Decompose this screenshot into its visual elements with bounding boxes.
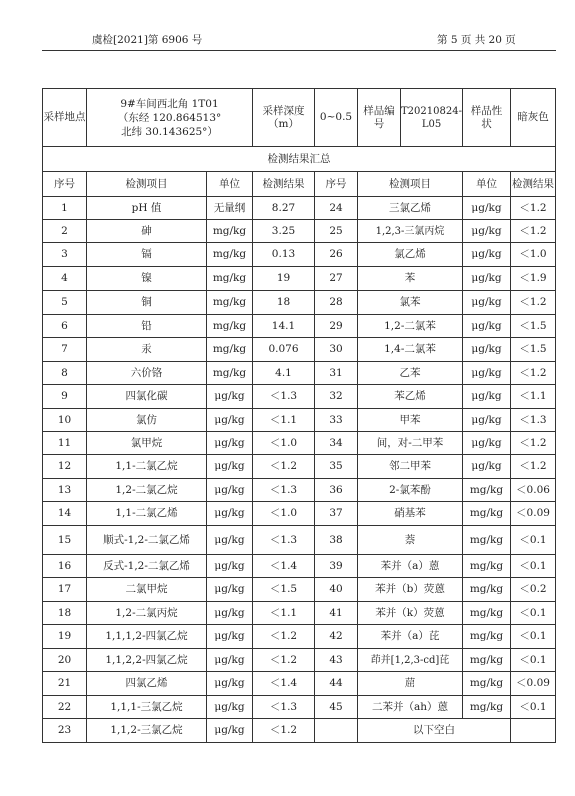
site-line: 9#车间西北角 1T01 xyxy=(120,97,219,110)
row-number: 6 xyxy=(43,315,87,338)
result: ＜1.3 xyxy=(253,696,315,719)
result: ＜1.5 xyxy=(253,578,315,602)
table-row xyxy=(43,220,556,243)
unit: μg/kg xyxy=(207,602,253,625)
result: ＜1.0 xyxy=(253,432,315,455)
result: ＜1.3 xyxy=(253,526,315,555)
unit: μg/kg xyxy=(207,385,253,409)
row-number: 8 xyxy=(43,362,87,385)
test-item: 1,1,2-三氯乙烷 xyxy=(87,719,207,743)
sample-info-row xyxy=(43,89,556,147)
depth-label: 采样深度（m） xyxy=(253,89,315,147)
table-row xyxy=(43,602,556,625)
column-header: 序号 xyxy=(43,172,87,197)
result: ＜1.2 xyxy=(511,197,556,220)
table-row xyxy=(43,719,556,743)
unit: mg/kg xyxy=(207,267,253,291)
result: 3.25 xyxy=(253,220,315,243)
unit: mg/kg xyxy=(463,696,511,719)
unit: μg/kg xyxy=(207,432,253,455)
table-row xyxy=(43,625,556,649)
test-item: 氯甲烷 xyxy=(87,432,207,455)
unit: mg/kg xyxy=(207,291,253,315)
test-item: 氯仿 xyxy=(87,409,207,432)
result: ＜0.1 xyxy=(511,526,556,555)
unit: μg/kg xyxy=(207,649,253,672)
result: ＜1.1 xyxy=(511,385,556,409)
test-item: 间，对-二甲苯 xyxy=(358,432,463,455)
row-number: 13 xyxy=(43,479,87,502)
unit: mg/kg xyxy=(463,672,511,696)
row-number: 4 xyxy=(43,267,87,291)
test-item: 氯苯 xyxy=(358,291,463,315)
result: 4.1 xyxy=(253,362,315,385)
unit: mg/kg xyxy=(463,625,511,649)
unit: μg/kg xyxy=(207,455,253,479)
test-item: 二苯并（ah）蒽 xyxy=(358,696,463,719)
table-row xyxy=(43,526,556,555)
table-row xyxy=(43,315,556,338)
table-row xyxy=(43,197,556,220)
result: ＜1.5 xyxy=(511,338,556,362)
result: ＜0.09 xyxy=(511,502,556,526)
result: ＜0.1 xyxy=(511,555,556,578)
test-item: 四氯化碳 xyxy=(87,385,207,409)
results-table xyxy=(42,88,556,743)
unit: μg/kg xyxy=(463,432,511,455)
test-item: 1,1,2,2-四氯乙烷 xyxy=(87,649,207,672)
test-item: 1,1,1-三氯乙烷 xyxy=(87,696,207,719)
unit: mg/kg xyxy=(207,338,253,362)
summary-title: 检测结果汇总 xyxy=(43,147,556,172)
unit: μg/kg xyxy=(463,220,511,243)
row-number: 7 xyxy=(43,338,87,362)
site-label: 采样地点 xyxy=(43,89,87,147)
result: 18 xyxy=(253,291,315,315)
result: 0.13 xyxy=(253,243,315,267)
unit: μg/kg xyxy=(207,526,253,555)
test-item: 汞 xyxy=(87,338,207,362)
result: 19 xyxy=(253,267,315,291)
result: ＜0.2 xyxy=(511,578,556,602)
column-header-row xyxy=(43,172,556,197)
test-item: 氯乙烯 xyxy=(358,243,463,267)
row-number: 41 xyxy=(315,602,358,625)
test-item: 顺式-1,2-二氯乙烯 xyxy=(87,526,207,555)
table-row xyxy=(43,696,556,719)
page-info: 第 5 页 共 20 页 xyxy=(437,34,516,46)
result: ＜1.5 xyxy=(511,315,556,338)
row-number: 25 xyxy=(315,220,358,243)
table-row xyxy=(43,385,556,409)
table-row xyxy=(43,578,556,602)
result: ＜1.2 xyxy=(253,625,315,649)
result: ＜0.1 xyxy=(511,625,556,649)
result: ＜1.3 xyxy=(253,385,315,409)
test-item: 反式-1,2-二氯乙烯 xyxy=(87,555,207,578)
sample-number-label: 样品编号 xyxy=(358,89,401,146)
test-item: 硝基苯 xyxy=(358,502,463,526)
result: ＜1.9 xyxy=(511,267,556,291)
result: ＜1.4 xyxy=(253,672,315,696)
test-item: pH 值 xyxy=(87,197,207,220)
unit: μg/kg xyxy=(207,672,253,696)
table-row xyxy=(43,455,556,479)
test-item: 䓛 xyxy=(358,672,463,696)
site-line: 北纬 30.143625°） xyxy=(121,125,218,138)
result: 8.27 xyxy=(253,197,315,220)
test-item: 苯乙烯 xyxy=(358,385,463,409)
row-number: 32 xyxy=(315,385,358,409)
test-item: 二氯甲烷 xyxy=(87,578,207,602)
test-item: 苯 xyxy=(358,267,463,291)
test-item: 镍 xyxy=(87,267,207,291)
header-divider xyxy=(42,50,556,51)
test-item: 苯并（k）荧蒽 xyxy=(358,602,463,625)
row-number: 10 xyxy=(43,409,87,432)
result: ＜1.1 xyxy=(253,409,315,432)
row-number: 24 xyxy=(315,197,358,220)
result: ＜1.1 xyxy=(253,602,315,625)
test-item: 铅 xyxy=(87,315,207,338)
row-number: 2 xyxy=(43,220,87,243)
summary-title-row xyxy=(43,147,556,172)
sample-number: T20210824-L05 xyxy=(401,105,462,130)
column-header: 单位 xyxy=(207,172,253,197)
column-header: 检测结果 xyxy=(253,172,315,197)
unit: μg/kg xyxy=(463,267,511,291)
result: ＜1.4 xyxy=(253,555,315,578)
result: ＜1.2 xyxy=(253,649,315,672)
result: ＜0.06 xyxy=(511,479,556,502)
unit: μg/kg xyxy=(463,197,511,220)
column-header: 检测项目 xyxy=(358,172,463,197)
row-number: 26 xyxy=(315,243,358,267)
unit: 无量纲 xyxy=(207,197,253,220)
unit: μg/kg xyxy=(463,385,511,409)
nature-label: 样品性状 xyxy=(463,89,511,147)
row-number: 45 xyxy=(315,696,358,719)
row-number: 28 xyxy=(315,291,358,315)
table-row xyxy=(43,432,556,455)
table-row xyxy=(43,502,556,526)
row-number: 33 xyxy=(315,409,358,432)
unit: mg/kg xyxy=(207,362,253,385)
unit: mg/kg xyxy=(463,479,511,502)
test-item: 四氯乙烯 xyxy=(87,672,207,696)
test-item: 1,1-二氯乙烯 xyxy=(87,502,207,526)
unit: μg/kg xyxy=(207,696,253,719)
unit: μg/kg xyxy=(463,291,511,315)
result: ＜0.1 xyxy=(511,649,556,672)
test-item: 邻二甲苯 xyxy=(358,455,463,479)
row-number: 23 xyxy=(43,719,87,743)
result: 14.1 xyxy=(253,315,315,338)
unit: mg/kg xyxy=(463,502,511,526)
row-number: 31 xyxy=(315,362,358,385)
table-row xyxy=(43,267,556,291)
row-number: 14 xyxy=(43,502,87,526)
site-line: （东经 120.864513° xyxy=(117,111,222,124)
unit: μg/kg xyxy=(463,455,511,479)
test-item: 2-氯苯酚 xyxy=(358,479,463,502)
row-number: 12 xyxy=(43,455,87,479)
result: ＜1.0 xyxy=(253,502,315,526)
unit: μg/kg xyxy=(207,555,253,578)
test-item: 苯并（a）芘 xyxy=(358,625,463,649)
document-number: 虞检[2021]第 6906 号 xyxy=(92,34,203,46)
unit: mg/kg xyxy=(463,578,511,602)
column-header: 序号 xyxy=(315,172,358,197)
unit: μg/kg xyxy=(207,625,253,649)
row-number: 36 xyxy=(315,479,358,502)
row-number: 37 xyxy=(315,502,358,526)
row-number: 20 xyxy=(43,649,87,672)
result: ＜1.3 xyxy=(253,479,315,502)
unit: mg/kg xyxy=(463,526,511,555)
result: ＜0.1 xyxy=(511,696,556,719)
row-number: 35 xyxy=(315,455,358,479)
row-number: 30 xyxy=(315,338,358,362)
test-item: 1,1-二氯乙烷 xyxy=(87,455,207,479)
test-item: 铜 xyxy=(87,291,207,315)
row-number: 11 xyxy=(43,432,87,455)
nature-value: 暗灰色 xyxy=(511,89,556,147)
row-number: 34 xyxy=(315,432,358,455)
result: ＜1.2 xyxy=(253,719,315,743)
table-row xyxy=(43,672,556,696)
row-number: 42 xyxy=(315,625,358,649)
row-number: 18 xyxy=(43,602,87,625)
row-number: 39 xyxy=(315,555,358,578)
test-item: 1,2-二氯乙烷 xyxy=(87,479,207,502)
row-number: 29 xyxy=(315,315,358,338)
table-row xyxy=(43,555,556,578)
test-item: 六价铬 xyxy=(87,362,207,385)
unit: mg/kg xyxy=(207,243,253,267)
empty-cell xyxy=(315,719,358,743)
test-item: 1,2-二氯丙烷 xyxy=(87,602,207,625)
unit: μg/kg xyxy=(207,502,253,526)
row-number: 9 xyxy=(43,385,87,409)
row-number: 40 xyxy=(315,578,358,602)
result: ＜0.09 xyxy=(511,672,556,696)
result: ＜1.3 xyxy=(511,409,556,432)
result: ＜1.2 xyxy=(511,291,556,315)
test-item: 乙苯 xyxy=(358,362,463,385)
test-item: 苯并（b）荧蒽 xyxy=(358,578,463,602)
sample-number-cell xyxy=(358,89,463,147)
unit: μg/kg xyxy=(463,338,511,362)
row-number: 5 xyxy=(43,291,87,315)
test-item: 镉 xyxy=(87,243,207,267)
unit: μg/kg xyxy=(463,243,511,267)
table-row xyxy=(43,649,556,672)
test-item: 茚并[1,2,3-cd]芘 xyxy=(358,649,463,672)
unit: μg/kg xyxy=(207,578,253,602)
row-number: 1 xyxy=(43,197,87,220)
row-number: 16 xyxy=(43,555,87,578)
row-number: 17 xyxy=(43,578,87,602)
result: ＜1.2 xyxy=(511,432,556,455)
test-item: 1,4-二氯苯 xyxy=(358,338,463,362)
row-number: 22 xyxy=(43,696,87,719)
row-number: 21 xyxy=(43,672,87,696)
test-item: 甲苯 xyxy=(358,409,463,432)
table-row xyxy=(43,291,556,315)
test-item: 萘 xyxy=(358,526,463,555)
test-item: 1,2-二氯苯 xyxy=(358,315,463,338)
blank-note: 以下空白 xyxy=(358,719,511,743)
unit: mg/kg xyxy=(207,220,253,243)
test-item: 苯并（a）蒽 xyxy=(358,555,463,578)
unit: μg/kg xyxy=(207,409,253,432)
unit: mg/kg xyxy=(207,315,253,338)
table-row xyxy=(43,338,556,362)
unit: μg/kg xyxy=(463,362,511,385)
table-row xyxy=(43,362,556,385)
column-header: 单位 xyxy=(463,172,511,197)
row-number: 43 xyxy=(315,649,358,672)
unit: mg/kg xyxy=(463,649,511,672)
unit: μg/kg xyxy=(463,315,511,338)
row-number: 44 xyxy=(315,672,358,696)
result: ＜1.2 xyxy=(511,455,556,479)
test-item: 1,1,1,2-四氯乙烷 xyxy=(87,625,207,649)
site-location xyxy=(87,89,253,147)
unit: mg/kg xyxy=(463,555,511,578)
column-header: 检测结果 xyxy=(511,172,556,197)
table-row xyxy=(43,409,556,432)
result: 0.076 xyxy=(253,338,315,362)
row-number: 19 xyxy=(43,625,87,649)
test-item: 三氯乙烯 xyxy=(358,197,463,220)
result: ＜1.2 xyxy=(511,362,556,385)
result: ＜1.0 xyxy=(511,243,556,267)
table-row xyxy=(43,243,556,267)
row-number: 38 xyxy=(315,526,358,555)
row-number: 15 xyxy=(43,526,87,555)
result: ＜0.1 xyxy=(511,602,556,625)
table-row xyxy=(43,479,556,502)
unit: μg/kg xyxy=(207,479,253,502)
unit: μg/kg xyxy=(463,409,511,432)
row-number: 3 xyxy=(43,243,87,267)
test-item: 1,2,3-三氯丙烷 xyxy=(358,220,463,243)
test-item: 砷 xyxy=(87,220,207,243)
depth-value: 0~0.5 xyxy=(315,89,358,147)
result: ＜1.2 xyxy=(253,455,315,479)
unit: μg/kg xyxy=(207,719,253,743)
column-header: 检测项目 xyxy=(87,172,207,197)
unit: mg/kg xyxy=(463,602,511,625)
empty-cell xyxy=(511,719,556,743)
row-number: 27 xyxy=(315,267,358,291)
result: ＜1.2 xyxy=(511,220,556,243)
